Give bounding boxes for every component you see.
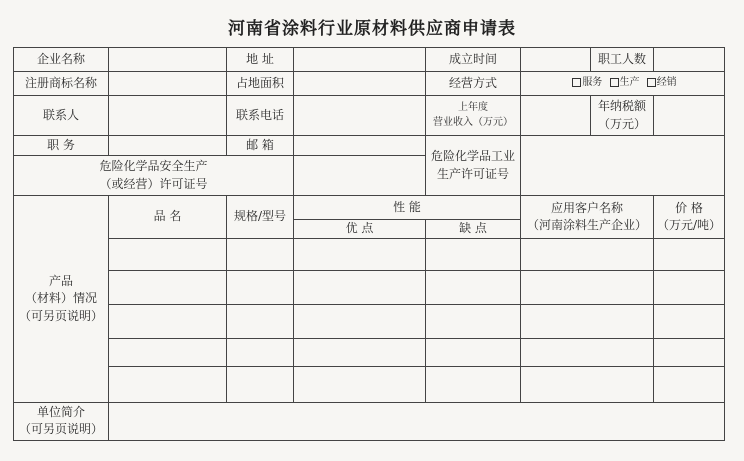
client-cell[interactable] [521, 238, 654, 270]
company-intro-label [14, 402, 109, 440]
product-name-cell[interactable] [109, 366, 227, 402]
business-mode-label: 经营方式 [426, 72, 521, 96]
client-cell[interactable] [521, 366, 654, 402]
product-row [14, 366, 725, 402]
product-row [14, 238, 725, 270]
product-label-line3: （可另页说明） [18, 308, 103, 323]
product-section-label [14, 196, 109, 403]
contact-field[interactable] [109, 96, 227, 136]
spec-cell[interactable] [227, 304, 294, 338]
advantages-cell[interactable] [294, 270, 426, 304]
advantages-cell[interactable] [294, 366, 426, 402]
industrial-permit-label [426, 136, 521, 196]
price-header [654, 196, 725, 238]
company-name-label: 企业名称 [14, 48, 109, 72]
trademark-label: 注册商标名称 [14, 72, 109, 96]
revenue-label-line1: 上年度 [458, 102, 488, 114]
land-area-label: 占地面积 [227, 72, 294, 96]
spec-cell[interactable] [227, 238, 294, 270]
disadvantages-cell[interactable] [426, 338, 521, 366]
position-label: 职 务 [14, 136, 109, 156]
hazard-permit-label [14, 156, 294, 196]
production-option-label: 生产 [619, 77, 640, 89]
business-mode-options [521, 72, 725, 96]
tax-label-line2: （万元） [597, 116, 646, 131]
industrial-permit-field[interactable] [521, 136, 725, 196]
product-row [14, 338, 725, 366]
distribution-checkbox[interactable] [647, 78, 656, 87]
price-header-line2: （万元/吨） [656, 217, 722, 232]
client-header [521, 196, 654, 238]
disadvantages-cell[interactable] [426, 238, 521, 270]
product-name-cell[interactable] [109, 304, 227, 338]
price-cell[interactable] [654, 366, 725, 402]
price-cell[interactable] [654, 270, 725, 304]
tax-label-line1: 年纳税额 [597, 99, 646, 114]
client-cell[interactable] [521, 270, 654, 304]
price-header-line1: 价 格 [675, 200, 703, 215]
disadvantages-cell[interactable] [426, 304, 521, 338]
revenue-label [426, 96, 521, 136]
tax-field[interactable] [654, 96, 725, 136]
tax-label [591, 96, 654, 136]
performance-header: 性 能 [294, 196, 521, 220]
contact-label: 联系人 [14, 96, 109, 136]
service-checkbox[interactable] [572, 78, 581, 87]
product-row [14, 304, 725, 338]
client-cell[interactable] [521, 338, 654, 366]
product-name-header: 品 名 [109, 196, 227, 238]
product-name-cell[interactable] [109, 270, 227, 304]
advantages-header: 优 点 [294, 220, 426, 238]
company-name-field[interactable] [109, 48, 227, 72]
price-cell[interactable] [654, 338, 725, 366]
advantages-cell[interactable] [294, 238, 426, 270]
product-row [14, 270, 725, 304]
postcode-field[interactable] [294, 136, 426, 156]
phone-label: 联系电话 [227, 96, 294, 136]
postcode-label: 邮 箱 [227, 136, 294, 156]
hazard-permit-label-line2: （或经营）许可证号 [99, 176, 208, 191]
employees-label: 职工人数 [591, 48, 654, 72]
production-checkbox[interactable] [610, 78, 619, 87]
advantages-cell[interactable] [294, 304, 426, 338]
revenue-field[interactable] [521, 96, 591, 136]
product-name-cell[interactable] [109, 338, 227, 366]
distribution-option-label: 经销 [656, 77, 677, 89]
spec-cell[interactable] [227, 366, 294, 402]
address-field[interactable] [294, 48, 426, 72]
product-name-cell[interactable] [109, 238, 227, 270]
client-cell[interactable] [521, 304, 654, 338]
trademark-field[interactable] [109, 72, 227, 96]
land-area-field[interactable] [294, 72, 426, 96]
service-option-label: 服务 [582, 77, 603, 89]
disadvantages-header: 缺 点 [426, 220, 521, 238]
address-label: 地 址 [227, 48, 294, 72]
disadvantages-cell[interactable] [426, 270, 521, 304]
product-label-line1: 产品 [48, 273, 73, 288]
employees-field[interactable] [654, 48, 725, 72]
spec-cell[interactable] [227, 270, 294, 304]
industrial-permit-label-line1: 危险化学品工业 [430, 149, 515, 164]
price-cell[interactable] [654, 304, 725, 338]
client-header-line2: （河南涂料生产企业） [526, 217, 647, 232]
price-cell[interactable] [654, 238, 725, 270]
industrial-permit-label-line2: 生产许可证号 [436, 166, 509, 181]
advantages-cell[interactable] [294, 338, 426, 366]
phone-field[interactable] [294, 96, 426, 136]
spec-model-header: 规格/型号 [227, 196, 294, 238]
spec-cell[interactable] [227, 338, 294, 366]
hazard-permit-label-line1: 危险化学品安全生产 [99, 159, 208, 174]
position-field[interactable] [109, 136, 227, 156]
product-label-line2: （材料）情况 [24, 291, 97, 306]
client-header-line1: 应用客户名称 [550, 200, 623, 215]
form-title: 河南省涂料行业原材料供应商申请表 [228, 19, 516, 39]
company-intro-label-line2: （可另页说明） [18, 422, 103, 437]
company-intro-label-line1: 单位简介 [36, 405, 85, 420]
revenue-label-line2: 营业收入（万元） [433, 116, 513, 128]
hazard-permit-field[interactable] [294, 156, 426, 196]
application-form-table [13, 47, 725, 441]
established-label: 成立时间 [426, 48, 521, 72]
disadvantages-cell[interactable] [426, 366, 521, 402]
established-field[interactable] [521, 48, 591, 72]
company-intro-field[interactable] [109, 402, 725, 440]
